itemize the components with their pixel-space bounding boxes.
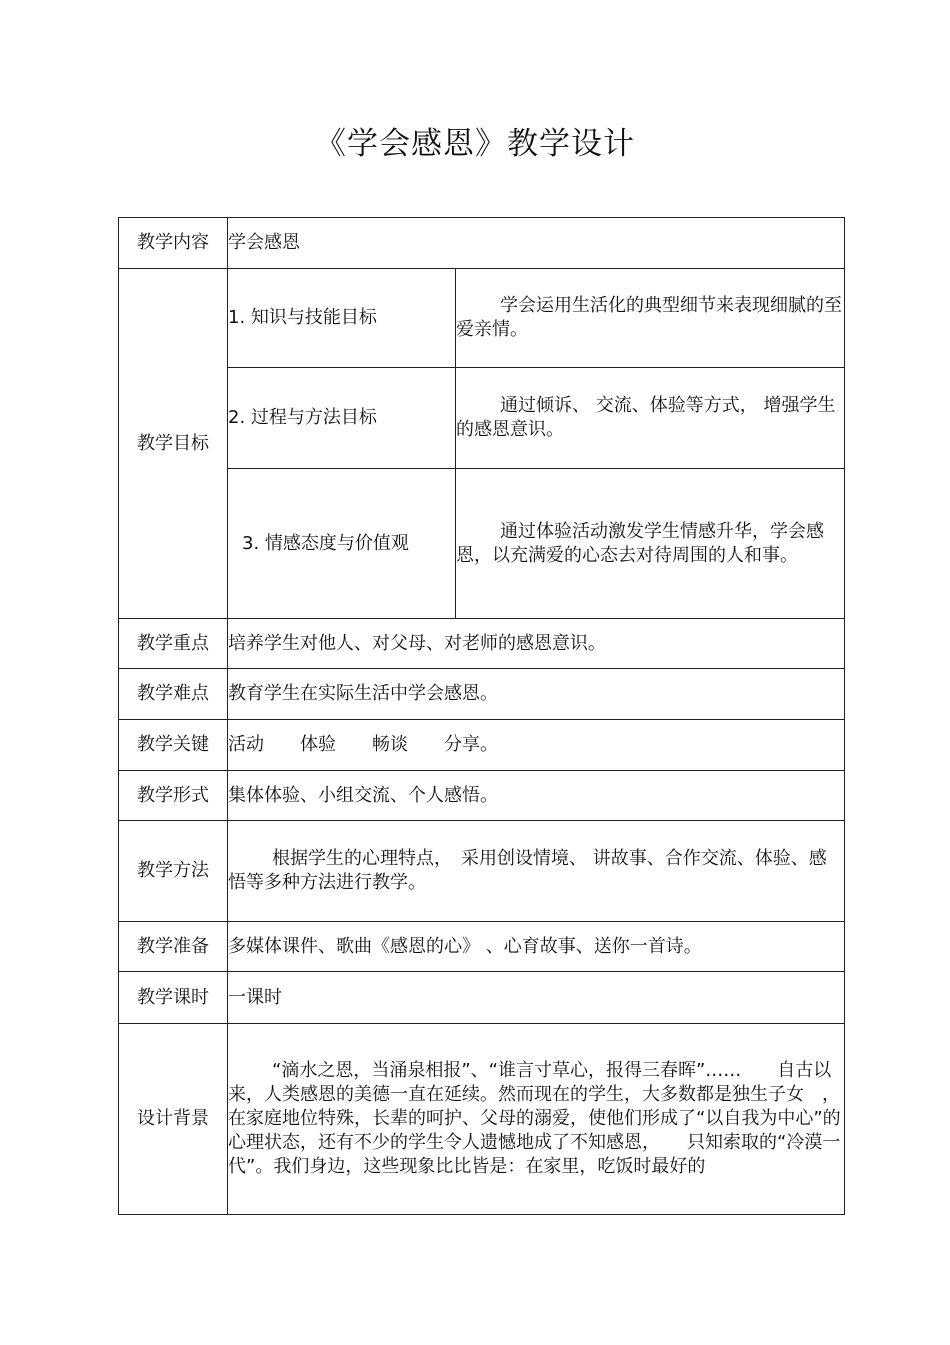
goal-3-desc (456, 469, 845, 619)
label-keys: 教学关键 (119, 720, 228, 771)
row-preparation (119, 922, 845, 972)
value-key-points: 培养学生对他人、对父母、对老师的感恩意识。 (228, 619, 845, 669)
row-keys (119, 720, 845, 771)
value-methods (228, 821, 845, 922)
label-forms: 教学形式 (119, 771, 228, 821)
goal-2-desc (456, 368, 845, 469)
row-methods (119, 821, 845, 922)
value-forms: 集体体验、小组交流、个人感悟。 (228, 771, 845, 821)
value-content: 学会感恩 (228, 218, 845, 269)
label-difficulties: 教学难点 (119, 669, 228, 720)
row-background (119, 1024, 845, 1215)
value-background-text: “滴水之恩，当涌泉相报”、“谁言寸草心，报得三春晖”…… 自古以来，人类感恩的美德一直在延续。然而现在的学生，大多数都是独生子女 ，在家庭地位特殊，长辈的呵护、父母的溺爱，使他们形成了“以自我为中心”的心理状态，还有不少的学生令人遗憾地成了不知感恩， 只知索取的“冷漠一代”。我们身边，这些现象比比皆是：在家里，吃饭时最好的 (228, 1060, 841, 1177)
label-goals: 教学目标 (119, 269, 228, 619)
row-periods (119, 972, 845, 1024)
label-periods: 教学课时 (119, 972, 228, 1024)
label-background: 设计背景 (119, 1024, 228, 1215)
goal-2-name: 2. 过程与方法目标 (228, 368, 456, 469)
label-methods: 教学方法 (119, 821, 228, 922)
label-preparation: 教学准备 (119, 922, 228, 972)
row-key-points (119, 619, 845, 669)
row-goal-1 (119, 269, 845, 368)
row-forms (119, 771, 845, 821)
goal-1-name: 1. 知识与技能目标 (228, 269, 456, 368)
goal-1-desc-text: 学会运用生活化的典型细节来表现细腻的至爱亲情。 (456, 295, 842, 340)
row-goal-3 (119, 469, 845, 619)
page-title: 《学会感恩》教学设计 (315, 126, 635, 162)
row-difficulties (119, 669, 845, 720)
value-methods-text: 根据学生的心理特点， 采用创设情境、 讲故事、合作交流、体验、感悟等多种方法进行教学。 (228, 848, 827, 893)
goal-2-desc-text: 通过倾诉、 交流、体验等方式， 增强学生的感恩意识。 (456, 395, 836, 440)
goal-1-desc (456, 269, 845, 368)
label-key-points: 教学重点 (119, 619, 228, 669)
goal-3-desc-text: 通过体验活动激发学生情感升华，学会感恩，以充满爱的心态去对待周围的人和事。 (456, 520, 824, 566)
row-goal-2 (119, 368, 845, 469)
value-periods: 一课时 (228, 972, 845, 1024)
value-background (228, 1024, 845, 1215)
goal-3-name: 3. 情感态度与价值观 (228, 469, 456, 619)
label-content: 教学内容 (119, 218, 228, 269)
value-preparation: 多媒体课件、歌曲《感恩的心》 、心育故事、送你一首诗。 (228, 922, 845, 972)
value-difficulties: 教育学生在实际生活中学会感恩。 (228, 669, 845, 720)
row-content (119, 218, 845, 269)
value-keys: 活动 体验 畅谈 分享。 (228, 720, 845, 771)
lesson-plan-table (118, 217, 845, 1215)
